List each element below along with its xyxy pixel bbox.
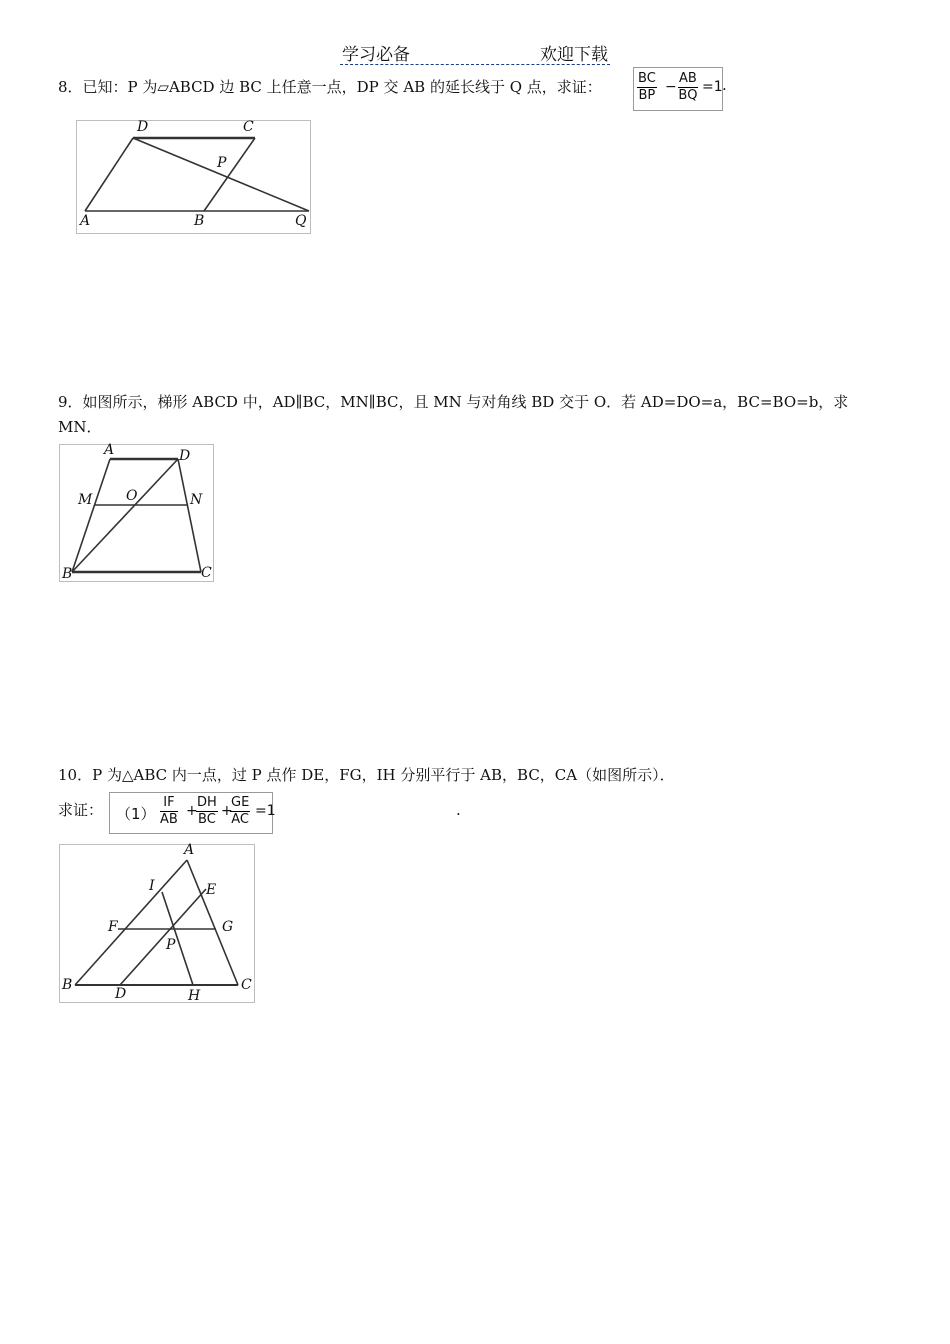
q8-label-P: P bbox=[217, 155, 227, 171]
q10-equals: =1 bbox=[255, 803, 276, 819]
q10-label-H: H bbox=[188, 988, 201, 1004]
q9-figure bbox=[59, 444, 214, 582]
q10-label-I: I bbox=[149, 878, 155, 894]
q8-end: . bbox=[722, 76, 727, 94]
q9-text-line2: MN． bbox=[58, 418, 102, 436]
q9-text-line1: 9．如图所示，梯形 ABCD 中，AD∥BC，MN∥BC，且 MN 与对角线 BD 交于 O．若 AD=DO=a，BC=BO=b，求 bbox=[58, 393, 849, 411]
q8-figure bbox=[76, 120, 311, 234]
q9-label-O: O bbox=[126, 488, 138, 504]
q9-label-A: A bbox=[104, 442, 115, 458]
q8-frac2: $\frac{AB}{BQ}$ bbox=[678, 71, 698, 103]
q8-label-B: B bbox=[194, 213, 205, 229]
q9-label-C: C bbox=[201, 565, 212, 581]
q8-label-Q: Q bbox=[295, 213, 307, 229]
q10-plus2: + bbox=[221, 803, 233, 819]
q10-prove-label: 求证： bbox=[58, 801, 104, 819]
header-right: 欢迎下载 bbox=[540, 45, 608, 65]
q10-end: . bbox=[456, 801, 461, 819]
q10-plus1: + bbox=[186, 803, 198, 819]
q10-label-D: D bbox=[115, 986, 127, 1002]
q10-label-C: C bbox=[241, 977, 252, 993]
q10-label-F: F bbox=[108, 919, 118, 935]
page-header bbox=[340, 40, 610, 65]
q8-formula bbox=[633, 67, 723, 111]
q9-label-B: B bbox=[62, 566, 73, 582]
q10-label-P: P bbox=[166, 937, 176, 953]
q10-frac2: $\frac{DH}{BC}$ bbox=[197, 795, 217, 827]
q8-label-C: C bbox=[243, 119, 254, 135]
q8-label-A: A bbox=[80, 213, 91, 229]
q10-frac3: $\frac{GE}{AC}$ bbox=[231, 795, 250, 827]
q10-label-G: G bbox=[222, 919, 234, 935]
q10-label-B: B bbox=[62, 977, 73, 993]
q8-frac1: $\frac{BC}{BP}$ bbox=[638, 71, 656, 103]
q9-label-D: D bbox=[179, 448, 191, 464]
q10-formula-prefix: （1） bbox=[116, 805, 156, 823]
header-left: 学习必备 bbox=[342, 45, 410, 65]
q9-label-N: N bbox=[190, 492, 203, 508]
q10-text-line1: 10．P 为△ABC 内一点，过 P 点作 DE，FG，IH 分别平行于 AB，BC，CA（如图所示）． bbox=[58, 766, 675, 784]
q10-frac1: $\frac{IF}{AB}$ bbox=[160, 795, 178, 827]
q8-text: 8．已知：P 为▱ABCD 边 BC 上任意一点，DP 交 AB 的延长线于 Q 点，求证： bbox=[58, 78, 602, 96]
q10-figure bbox=[59, 844, 255, 1003]
q8-label-D: D bbox=[137, 119, 149, 135]
q10-formula bbox=[109, 792, 276, 834]
q8-minus: − bbox=[665, 79, 677, 95]
q10-label-A: A bbox=[184, 842, 195, 858]
q8-equals: =1 bbox=[702, 79, 723, 95]
q10-label-E: E bbox=[206, 882, 217, 898]
q9-label-M: M bbox=[78, 492, 93, 508]
